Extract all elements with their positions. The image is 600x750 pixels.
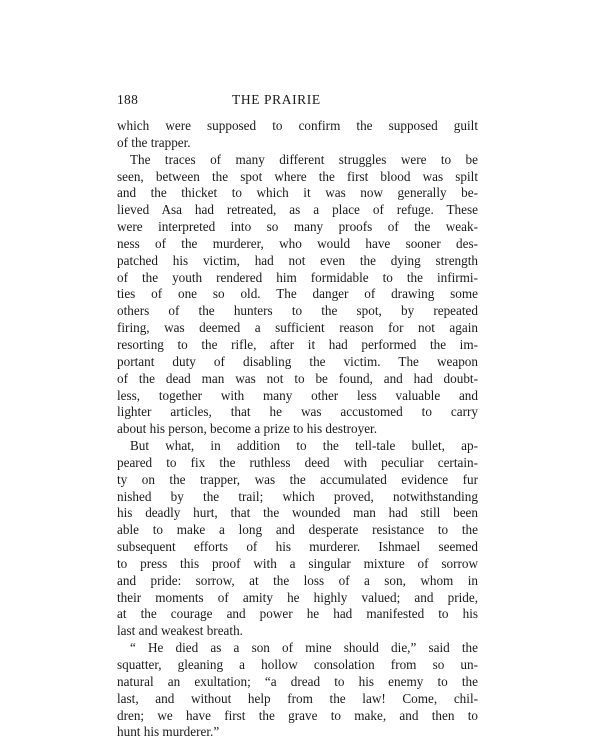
text-line: “ He died as a son of mine should die,” said the bbox=[130, 640, 478, 656]
text-line: resorting to the rifle, after it had performed the im- bbox=[117, 336, 478, 352]
text-line: of the youth rendered him formidable to the infirmi- bbox=[117, 269, 478, 285]
text-line: and the thicket to which it was now generally be- bbox=[117, 185, 478, 201]
text-line: firing, was deemed a sufficient reason for not again bbox=[117, 320, 478, 336]
text-line: ness of the murderer, who would have sooner des- bbox=[117, 235, 478, 251]
text-line: squatter, gleaning a hollow consolation from so un- bbox=[117, 657, 478, 672]
text-line: natural an exultation; “a dread to his enemy to the bbox=[117, 673, 478, 689]
page-number: 188 bbox=[117, 92, 139, 107]
text-line: last, and without help from the law! Come, chil- bbox=[117, 690, 478, 706]
text-line: subsequent efforts of his murderer. Ishmael seemed bbox=[117, 539, 478, 555]
text-line: peared to fix the ruthless deed with peculiar certain- bbox=[117, 454, 478, 470]
text-line: But what, in addition to the tell-tale bullet, ap- bbox=[130, 438, 478, 454]
text-line: patched his victim, had not even the dying strength bbox=[117, 252, 478, 268]
running-head bbox=[117, 92, 478, 112]
text-line: their moments of amity he highly valued; and pride, bbox=[117, 589, 478, 605]
text-line: were interpreted into so many proofs of the weak- bbox=[117, 219, 478, 235]
text-line: last and weakest breath. bbox=[117, 623, 243, 639]
text-line: ties of one so old. The danger of drawing some bbox=[117, 286, 478, 302]
text-line: The traces of many different struggles were to be bbox=[130, 151, 478, 167]
text-line: about his person, become a prize to his destroyer. bbox=[117, 421, 378, 437]
text-line: at the courage and power he had manifested to his bbox=[117, 606, 478, 622]
text-line: dren; we have first the grave to make, and then to bbox=[117, 707, 478, 723]
text-line: lighter articles, that he was accustomed to carry bbox=[117, 404, 478, 420]
text-line: of the trapper. bbox=[117, 134, 191, 150]
text-line: to press this proof with a singular mixture of sorrow bbox=[117, 555, 478, 571]
text-line: nished by the trail; which proved, notwithstanding bbox=[117, 488, 478, 504]
text-line: which were supposed to confirm the supposed guilt bbox=[117, 118, 478, 133]
text-line: able to make a long and desperate resistance to the bbox=[117, 522, 478, 538]
text-line: hunt his murderer.” bbox=[117, 724, 220, 740]
text-line: others of the hunters to the spot, by repeated bbox=[117, 303, 478, 319]
text-line: ty on the trapper, was the accumulated evidence fur bbox=[117, 471, 478, 487]
body-text bbox=[117, 118, 478, 741]
text-line: less, together with many other less valuable and bbox=[117, 387, 478, 403]
text-line: seen, between the spot where the first blood was spilt bbox=[117, 168, 478, 184]
text-line: his deadly hurt, that the wounded man had still been bbox=[117, 505, 478, 521]
text-line: of the dead man was not to be found, and had doubt- bbox=[117, 370, 478, 386]
text-line: lieved Asa had retreated, as a place of refuge. These bbox=[117, 202, 478, 218]
text-line: and pride: sorrow, at the loss of a son, whom in bbox=[117, 572, 478, 588]
text-line: portant duty of disabling the victim. The weapon bbox=[117, 353, 478, 369]
running-title: THE PRAIRIE bbox=[232, 92, 321, 107]
